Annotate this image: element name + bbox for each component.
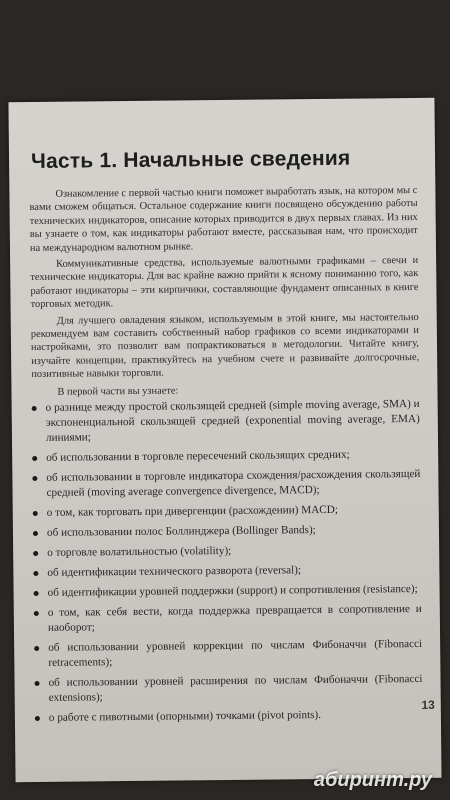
- bullet-icon: [34, 611, 39, 616]
- list-item: [32, 447, 420, 466]
- list-item: [34, 637, 422, 671]
- list-item-text: об использовании уровней расширения по числам Фибоначчи (Fibonacci extensions);: [48, 673, 423, 704]
- book-page: [8, 98, 441, 782]
- list-item-text: о том, как себя вести, когда поддержка превращается в сопротивление и наоборот;: [47, 603, 422, 634]
- list-item-text: об использовании в торговле индикатора схождения/расхождения скользящей средней (moving average convergence divergence, MACD);: [46, 468, 421, 499]
- list-item-text: об использовании в торговле пересечений скользящих средних;: [46, 448, 350, 464]
- list-item: [34, 582, 422, 601]
- list-item-text: об идентификации уровней поддержки (support) и сопротивления (resistance);: [47, 583, 418, 599]
- list-item: [33, 522, 421, 541]
- list-item-text: об использовании полос Боллинджера (Bollinger Bands);: [46, 524, 316, 539]
- topics-list: [32, 397, 423, 726]
- body-text: [29, 184, 423, 731]
- watermark: абиринт.ру: [313, 769, 432, 791]
- page-number: 13: [421, 697, 435, 712]
- chapter-heading: Часть 1. Начальные сведения: [30, 146, 351, 174]
- bullet-icon: [33, 551, 38, 556]
- bullet-icon: [33, 571, 38, 576]
- bullet-icon: [32, 456, 37, 461]
- list-item: [32, 397, 420, 446]
- paragraph-2: Коммуникативные средства, используемые валютными графиками – свечи и технические индикаторы. Для вас крайне важно прийти к ясному пониманию того, как работают индикаторы – эти кирпичики, составляющие фундамент описанных в книге торговых методик.: [30, 254, 419, 311]
- list-item: [35, 707, 423, 726]
- bullet-icon: [33, 531, 38, 536]
- list-item-text: об идентификации технического разворота (reversal);: [47, 564, 302, 579]
- list-intro: В первой части вы узнаете:: [57, 385, 179, 398]
- list-item-text: о торговле волатильностью (volatility);: [47, 545, 232, 559]
- paragraph-1: Ознакомление с первой частью книги поможет выработать язык, на котором мы с вами сможем общаться. Остальное содержание книги посвящено обсуждению работы технических индикаторов, описание которых приводится в двух первых главах. Из них вы узнаете о том, как индикаторы работают вместе, рассказывая нам, что происходит на международном валютном рынке.: [29, 184, 418, 254]
- list-item: [34, 672, 422, 706]
- bullet-icon: [33, 511, 38, 516]
- list-item: [33, 502, 421, 521]
- list-item-text: о том, как торговать при дивергенции (расхождении) MACD;: [46, 503, 338, 519]
- bullet-icon: [34, 646, 39, 651]
- list-item: [32, 467, 420, 501]
- bullet-icon: [35, 716, 40, 721]
- list-item: [33, 542, 421, 561]
- bullet-icon: [32, 476, 37, 481]
- list-item: [34, 602, 422, 636]
- bullet-icon: [35, 681, 40, 686]
- bullet-icon: [34, 591, 39, 596]
- bullet-icon: [32, 406, 37, 411]
- list-item-text: об использовании уровней коррекции по числам Фибоначчи (Fibonacci retracements);: [48, 638, 423, 669]
- list-item-text: о работе с пивотными (опорными) точками (pivot points).: [48, 709, 322, 724]
- list-item: [33, 562, 421, 581]
- list-item-text: о разнице между простой скользящей средней (simple moving average, SMA) и экспоненциальной скользящей средней (exponential moving average, EMA) линиями;: [45, 398, 420, 444]
- paragraph-3: Для лучшего овладения языком, используемым в этой книге, мы настоятельно рекомендуем вам составить собственный набор графиков со всеми индикаторами и настройками, это позволит вам попрактиковаться в методологии. Читайте книгу, изучайте концепции, практикуйтесь на учебном счете и развивайте долгосрочные, позитивные навыки торговли.: [30, 311, 420, 381]
